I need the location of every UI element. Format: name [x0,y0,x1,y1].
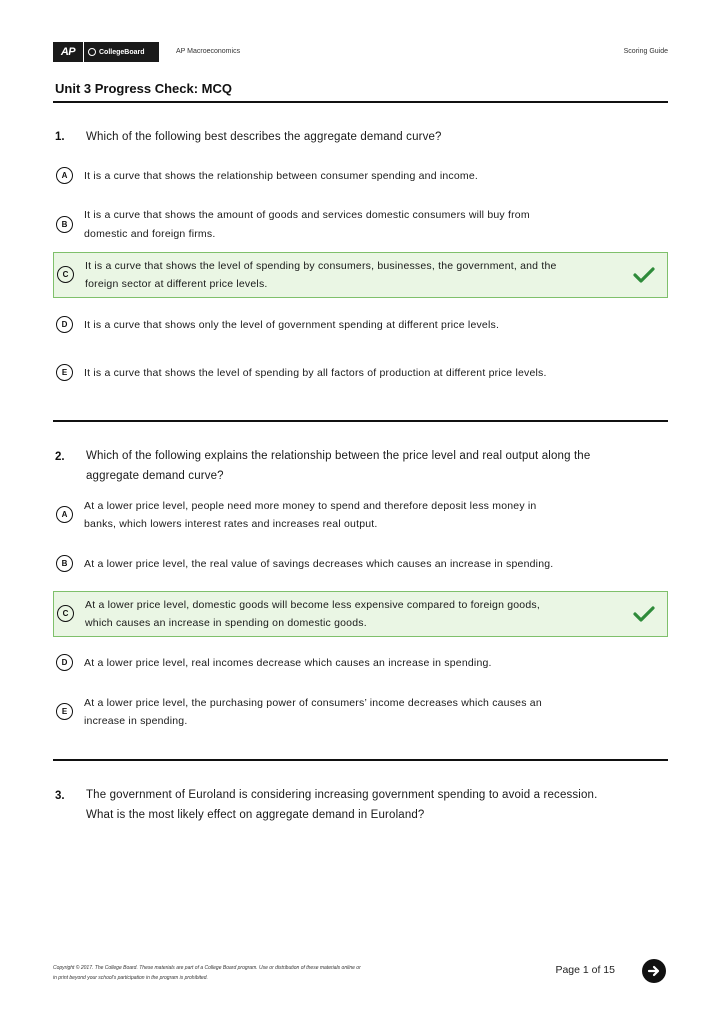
option-letter-a: A [56,506,73,523]
question-1-option-a[interactable] [53,166,668,186]
question-3-text-line-1: The government of Euroland is considering increasing government spending to avoid a recession. [86,789,598,801]
question-1-number: 1. [55,131,65,143]
option-letter-d: D [56,654,73,671]
ap-collegeboard-logo [53,42,159,62]
option-letter-d: D [56,316,73,333]
option-letter-a: A [56,167,73,184]
option-text-line-2: which causes an increase in spending on domestic goods. [85,617,367,629]
course-name: AP Macroeconomics [176,48,241,55]
question-2-text-line-2: aggregate demand curve? [86,470,224,482]
question-2-text-line-1: Which of the following explains the relationship between the price level and real output along the [86,450,591,462]
option-text-line-2: increase in spending. [84,715,188,727]
guide-label: Scoring Guide [623,48,668,55]
title-divider [53,101,668,103]
question-2-option-d[interactable] [53,653,668,673]
option-text: It is a curve that shows the level of spending by all factors of production at different price levels. [84,367,547,379]
question-3-number: 3. [55,790,65,802]
copyright-line-1: Copyright © 2017. The College Board. These materials are part of a College Board program. Use or distribution of these materials online or [53,965,361,971]
option-text: It is a curve that shows only the level of government spending at different price levels. [84,319,500,331]
question-divider [53,759,668,761]
question-1-option-e[interactable] [53,363,668,383]
option-text-line-1: At a lower price level, domestic goods will become less expensive compared to foreign goods, [85,599,540,611]
page-indicator: Page 1 of 15 [555,964,615,976]
ap-logo: AP [53,42,83,62]
question-1-option-d[interactable] [53,315,668,335]
question-2-option-b[interactable] [53,554,668,574]
question-divider [53,420,668,422]
option-text-line-1: It is a curve that shows the amount of goods and services domestic consumers will buy from [84,209,530,221]
arrow-right-icon [647,964,661,978]
option-text-line-1: At a lower price level, people need more money to spend and therefore deposit less money in [84,500,537,512]
option-text-line-2: domestic and foreign firms. [84,228,216,240]
copyright-line-2: in print beyond your school's participation in the program is prohibited. [53,975,208,981]
question-2-option-c-correct[interactable] [53,591,668,637]
question-1-option-b[interactable] [53,205,668,243]
next-page-button[interactable] [642,959,666,983]
option-text: At a lower price level, real incomes decrease which causes an increase in spending. [84,657,492,669]
option-letter-e: E [56,364,73,381]
acorn-icon [88,48,96,56]
option-text-line-1: It is a curve that shows the level of spending by consumers, businesses, the government, and the [85,260,557,272]
checkmark-icon [633,605,655,623]
question-1-text: Which of the following best describes the aggregate demand curve? [86,131,442,143]
question-2-option-a[interactable] [53,496,668,534]
collegeboard-logo-text: CollegeBoard [99,48,145,56]
question-2-option-e[interactable] [53,693,668,731]
option-letter-e: E [56,703,73,720]
option-text-line-1: At a lower price level, the purchasing power of consumers’ income decreases which causes an [84,697,542,709]
collegeboard-logo [83,42,159,62]
option-letter-c: C [57,266,74,283]
option-letter-b: B [56,216,73,233]
page-title: Unit 3 Progress Check: MCQ [55,81,232,96]
option-letter-c: C [57,605,74,622]
checkmark-icon [633,266,655,284]
option-text: At a lower price level, the real value of savings decreases which causes an increase in spending. [84,558,554,570]
option-letter-b: B [56,555,73,572]
question-1-option-c-correct[interactable] [53,252,668,298]
question-2-number: 2. [55,451,65,463]
copyright-notice [53,963,463,983]
option-text-line-2: foreign sector at different price levels. [85,278,268,290]
option-text: It is a curve that shows the relationship between consumer spending and income. [84,170,479,182]
option-text-line-2: banks, which lowers interest rates and increases real output. [84,518,378,530]
question-3-text-line-2: What is the most likely effect on aggregate demand in Euroland? [86,809,425,821]
